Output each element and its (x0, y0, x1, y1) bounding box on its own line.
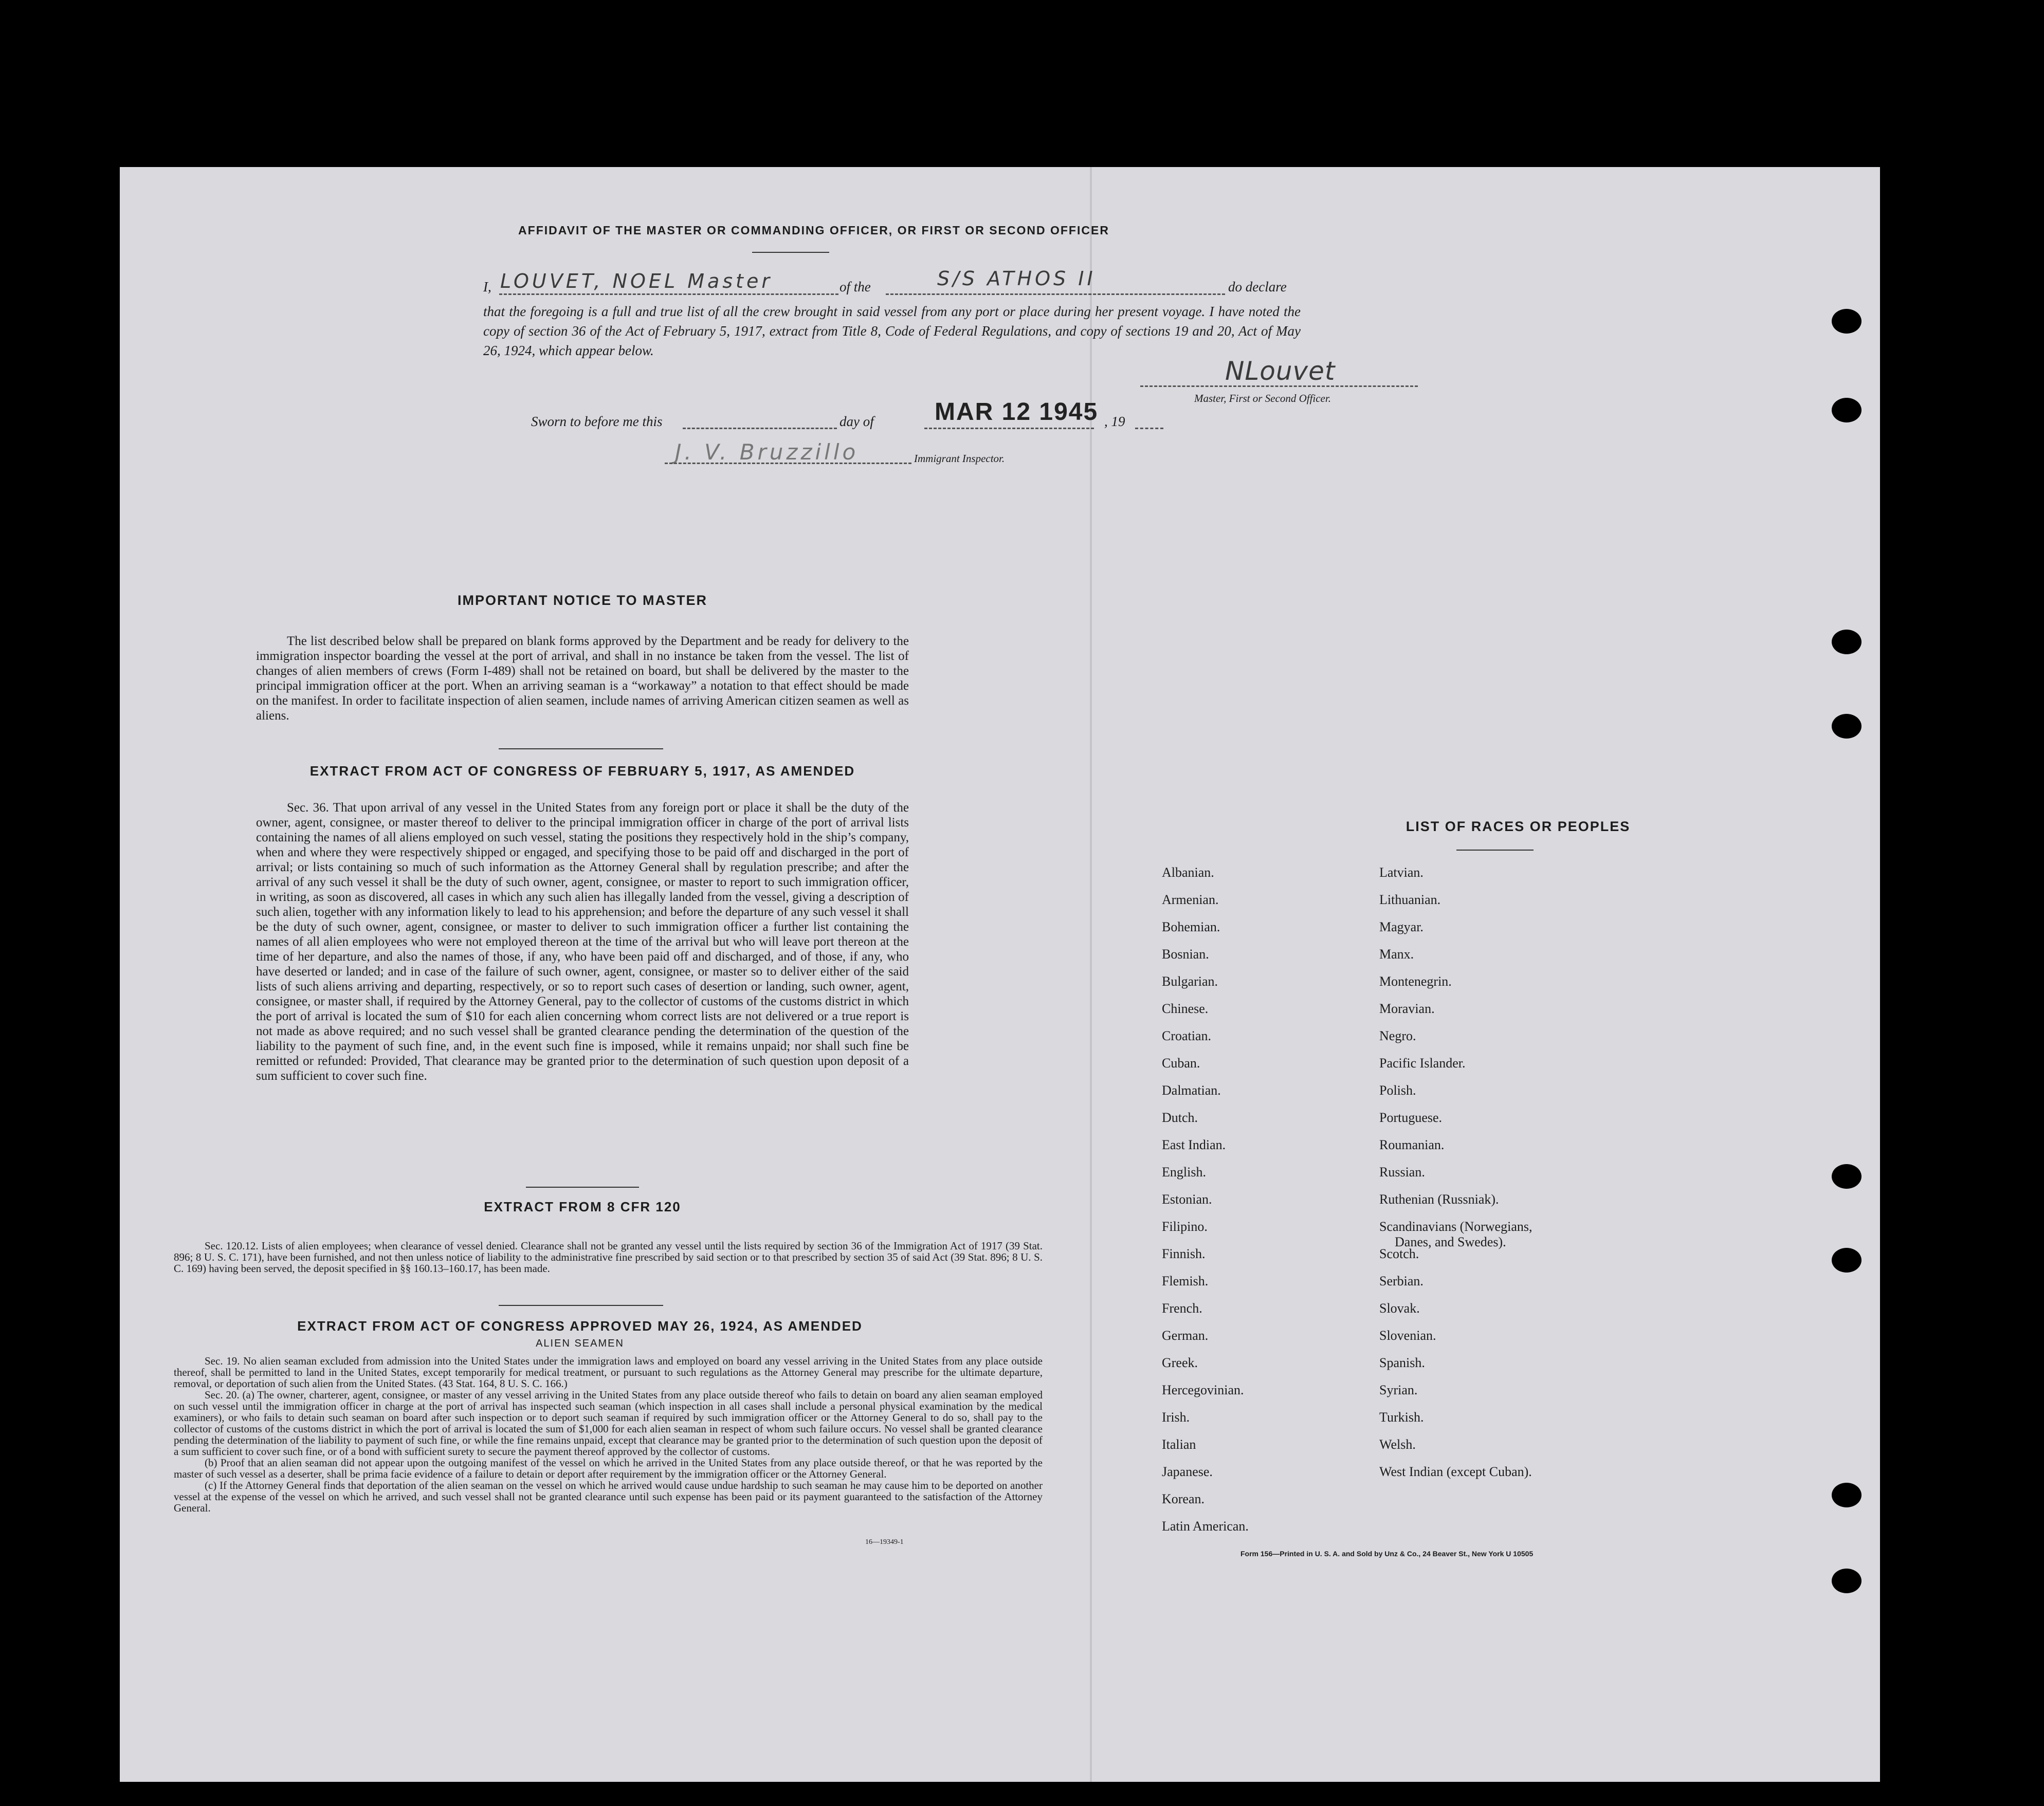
divider (1456, 850, 1534, 851)
binder-hole (1832, 1248, 1862, 1273)
race-item: Armenian. (1162, 892, 1219, 907)
races-right-column (1379, 865, 1616, 1569)
race-item: Finnish. (1162, 1246, 1206, 1261)
binder-hole (1832, 398, 1862, 422)
extract-cfr-body: Sec. 120.12. Lists of alien employees; when clearance of vessel denied. Clearance shall not be granted any vessel until the lists required by section 36 of the Immigration Act of 1917 (39 Stat. 896; 8 U. S. C. 171), have been furnished, and not then unless notice of liability to the administrative fine prescribed by said section or to that prescribed by section 35 of said Act (39 Stat. 896; 8 U. S. C. 169) having been served, the deposit specified in §§ 160.13–160.17, has been made. (174, 1240, 1043, 1275)
signature-caption: Master, First or Second Officer. (1194, 392, 1331, 404)
year-line (1135, 428, 1163, 429)
affidavit-prefix: I, (483, 279, 491, 294)
race-item: English. (1162, 1165, 1206, 1180)
race-item: Pacific Islander. (1379, 1056, 1466, 1071)
sec19-text: Sec. 19. No alien seaman excluded from admission into the United States under the immigration laws and employed on board any vessel arriving in the United States from any place outside thereof, shall be permitted to land in the United States, except temporarily for medical treatment, or pursuant to such regulations as the Attorney General may prescribe for the ultimate departure, removal, or deportation of such alien from the United States. (43 Stat. 164, 8 U. S. C. 166.) (174, 1355, 1043, 1390)
date-stamp: MAR 12 1945 (935, 398, 1099, 426)
race-item: Polish. (1379, 1083, 1416, 1098)
race-item: Scotch. (1379, 1246, 1419, 1261)
vessel-name-line (886, 293, 1225, 295)
race-item: Russian. (1379, 1165, 1425, 1180)
race-item: French. (1162, 1301, 1202, 1316)
race-item: Cuban. (1162, 1056, 1200, 1071)
sworn-label: Sworn to before me this (531, 414, 663, 429)
race-item: Danes, and Swedes). (1395, 1234, 1506, 1249)
race-item: Dalmatian. (1162, 1083, 1221, 1098)
affidavit-body: that the foregoing is a full and true list of all the crew brought in said vessel from any port or place during her present voyage. I have noted the copy of section 36 of the Act of February 5, 1917, extract from Title 8, Code of Federal Regulations, and copy of sections 19 and 20, Act of May 26, 1924, which appear below. (483, 304, 1301, 358)
race-item: Latvian. (1379, 865, 1424, 880)
race-item: Croatian. (1162, 1028, 1212, 1043)
race-item: Irish. (1162, 1410, 1190, 1425)
race-item: Turkish. (1379, 1410, 1424, 1425)
of-the-label: of the (840, 279, 871, 294)
sec20b-text: (b) Proof that an alien seaman did not appear upon the outgoing manifest of the vessel on which he arrived in the United States from any place outside thereof, or that he was reported by the master of such vessel as a deserter, shall be prima facie evidence of a failure to detain or deport after requirement by the immigration officer or the Attorney General. (174, 1457, 1043, 1480)
race-item: Slovak. (1379, 1301, 1420, 1316)
race-item: Estonian. (1162, 1192, 1212, 1207)
race-item: Latin American. (1162, 1519, 1249, 1534)
race-item: Montenegrin. (1379, 974, 1452, 989)
extract-1924-title: EXTRACT FROM ACT OF CONGRESS APPROVED MAY 26, 1924, AS AMENDED (297, 1318, 863, 1334)
race-item: Albanian. (1162, 865, 1214, 880)
sec20a-text: Sec. 20. (a) The owner, charterer, agent, consignee, or master of any vessel arriving in the United States from any place outside thereof who fails to detain on board any alien seaman employed on such vessel until the immigration officer in charge at the port of arrival has inspected such seaman (which inspection in all cases shall include a personal physical examination by the medical examiners), or who fails to detain such seaman on board after such inspection or to deport such seaman if required by such immigration officer or the Attorney General to do so, shall pay to the collector of customs of the customs district in which the port of arrival is located the sum of $1,000 for each alien seaman in respect of whom such failure occurs. No vessel shall be granted clearance pending the determination of the liability to payment of such fine, or while the fine remains unpaid, except that clearance may be granted prior to the determination of such question upon the deposit of a sum sufficient to cover such fine, or of a bond with sufficient surety to secure the payment thereof approved by the collector of customs. (174, 1389, 1043, 1458)
race-item: Japanese. (1162, 1464, 1213, 1479)
binder-hole (1832, 630, 1862, 654)
race-item: Spanish. (1379, 1355, 1425, 1370)
day-of-label: day of (840, 414, 874, 429)
race-item: Greek. (1162, 1355, 1198, 1370)
binder-hole (1832, 1483, 1862, 1507)
inspector-signature: J. V. Bruzzillo (675, 439, 859, 465)
extract-1917-title: EXTRACT FROM ACT OF CONGRESS OF FEBRUARY 5, 1917, AS AMENDED (309, 763, 855, 779)
race-item: Ruthenian (Russniak). (1379, 1192, 1499, 1207)
extract-1924-subtitle: ALIEN SEAMEN (536, 1338, 624, 1349)
race-item: Filipino. (1162, 1219, 1208, 1234)
race-item: Chinese. (1162, 1001, 1209, 1016)
race-item: Portuguese. (1379, 1110, 1443, 1125)
day-line (683, 428, 837, 429)
race-item: Magyar. (1379, 919, 1424, 934)
race-item: Bulgarian. (1162, 974, 1218, 989)
race-item: German. (1162, 1328, 1209, 1343)
race-item: Negro. (1379, 1028, 1416, 1043)
vessel-name-handwritten: S/S ATHOS II (937, 267, 1096, 290)
master-name-line (499, 293, 838, 295)
month-line (924, 428, 1094, 429)
race-item: Welsh. (1379, 1437, 1416, 1452)
race-item: Manx. (1379, 947, 1414, 962)
races-left-column (1162, 865, 1326, 1569)
printer-imprint: Form 156—Printed in U. S. A. and Sold by Unz & Co., 24 Beaver St., New York U 10505 (1240, 1550, 1534, 1558)
binder-hole (1832, 1569, 1862, 1593)
year-prefix: , 19 (1104, 414, 1125, 429)
race-item: Lithuanian. (1379, 892, 1441, 907)
divider (752, 252, 829, 253)
race-item: Moravian. (1379, 1001, 1435, 1016)
divider (526, 1187, 639, 1188)
notice-body: The list described below shall be prepared on blank forms approved by the Department and be ready for delivery to the immigration inspector boarding the vessel at the port of arrival, and shall in no instance be taken from the vessel. The list of changes of alien members of crews (Form I-489) shall not be retained on board, but shall be delivered by the master to the principal immigration officer at the port. When an arriving seaman is a “workaway” a notation to that effect should be made on the manifest. In order to facilitate inspection of alien seamen, include names of arriving American citizen seamen as well as aliens. (256, 634, 909, 723)
race-item: Hercegovinian. (1162, 1383, 1244, 1397)
race-item: Bohemian. (1162, 919, 1220, 934)
race-item: Flemish. (1162, 1274, 1209, 1288)
extract-1917-body: Sec. 36. That upon arrival of any vessel in the United States from any foreign port or place it shall be the duty of the owner, agent, consignee, or master thereof to deliver to the principal immigration officer in charge of the port of arrival lists containing the names of all aliens employed on such vessel, stating the positions they respectively hold in the ship’s company, when and where they were respectively shipped or engaged, and specifying those to be paid off and discharged in the port of arrival; or lists containing so much of such information as the Attorney General shall by regulation prescribe; and after the arrival of any such vessel it shall be the duty of such owner, agent, consignee, or master to report to such immigration officer, in writing, as soon as discovered, all cases in which any such alien has illegally landed from the vessel, giving a description of such alien, together with any information likely to lead to his apprehension; and before the departure of any such vessel it shall be the duty of such owner, agent, consignee, or master to deliver to such immigration officer a further list containing the names of all alien employees who were not employed thereon at the time of the arrival but who will leave port thereon at the time of her departure, and also the names of those, if any, who have been paid off and discharged, and of those, if any, who have deserted or landed; and in case of the failure of such owner, agent, consignee, or master so to deliver either of the said lists of such aliens arriving and departing, respectively, or so to report such cases of desertion or landing, such owner, agent, consignee, or master shall, if required by the Attorney General, pay to the collector of customs of the customs district in which the port of arrival is located the sum of $10 for each alien concerning whom correct lists are not delivered or a true report is not made as above required; and no such vessel shall be granted clearance pending the determination of the question of the liability to the payment of such fine, and, in the event such fine is imposed, while it remains unpaid; nor shall such fine be remitted or refunded: Provided, That clearance may be granted prior to the determination of such question upon deposit of a sum sufficient to cover such fine. (256, 801, 909, 1083)
inspector-caption: Immigrant Inspector. (914, 452, 1005, 465)
race-item: Serbian. (1379, 1274, 1424, 1288)
master-signature: NLouvet (1225, 356, 1336, 386)
race-item: Dutch. (1162, 1110, 1198, 1125)
race-item: Slovenian. (1379, 1328, 1436, 1343)
notice-title: IMPORTANT NOTICE TO MASTER (458, 593, 707, 608)
divider (499, 1305, 663, 1306)
form-page (120, 167, 1880, 1782)
sec20c-text: (c) If the Attorney General finds that deportation of the alien seaman on the vessel on which he arrived would cause undue hardship to such seaman he may cause him to be deported on another vessel at the expense of the vessel on which he arrived, and such vessel shall not be granted clearance until such expense has been paid or its payment guaranteed to the satisfaction of the Attorney General. (174, 1479, 1043, 1514)
race-item: West Indian (except Cuban). (1379, 1464, 1532, 1479)
race-item: Italian (1162, 1437, 1196, 1452)
race-item: Scandinavians (Norwegians, (1379, 1219, 1532, 1234)
race-item: Syrian. (1379, 1383, 1418, 1397)
race-item: Korean. (1162, 1491, 1205, 1506)
races-title: LIST OF RACES OR PEOPLES (1406, 819, 1631, 834)
extract-cfr-title: EXTRACT FROM 8 CFR 120 (484, 1199, 681, 1214)
binder-hole (1832, 714, 1862, 739)
extract-1924-body (174, 1355, 1043, 1514)
binder-hole (1832, 309, 1862, 334)
form-code: 16—19349-1 (865, 1538, 904, 1546)
inspector-line (665, 463, 911, 464)
do-declare-label: do declare (1228, 279, 1287, 294)
master-name-handwritten: LOUVET, NOEL Master (500, 270, 773, 292)
affidavit-title: AFFIDAVIT OF THE MASTER OR COMMANDING OFFICER, OR FIRST OR SECOND OFFICER (518, 224, 1109, 237)
race-item: East Indian. (1162, 1137, 1226, 1152)
binder-hole (1832, 1164, 1862, 1189)
signature-line (1140, 385, 1418, 387)
divider (499, 748, 663, 749)
race-item: Bosnian. (1162, 947, 1209, 962)
race-item: Roumanian. (1379, 1137, 1445, 1152)
